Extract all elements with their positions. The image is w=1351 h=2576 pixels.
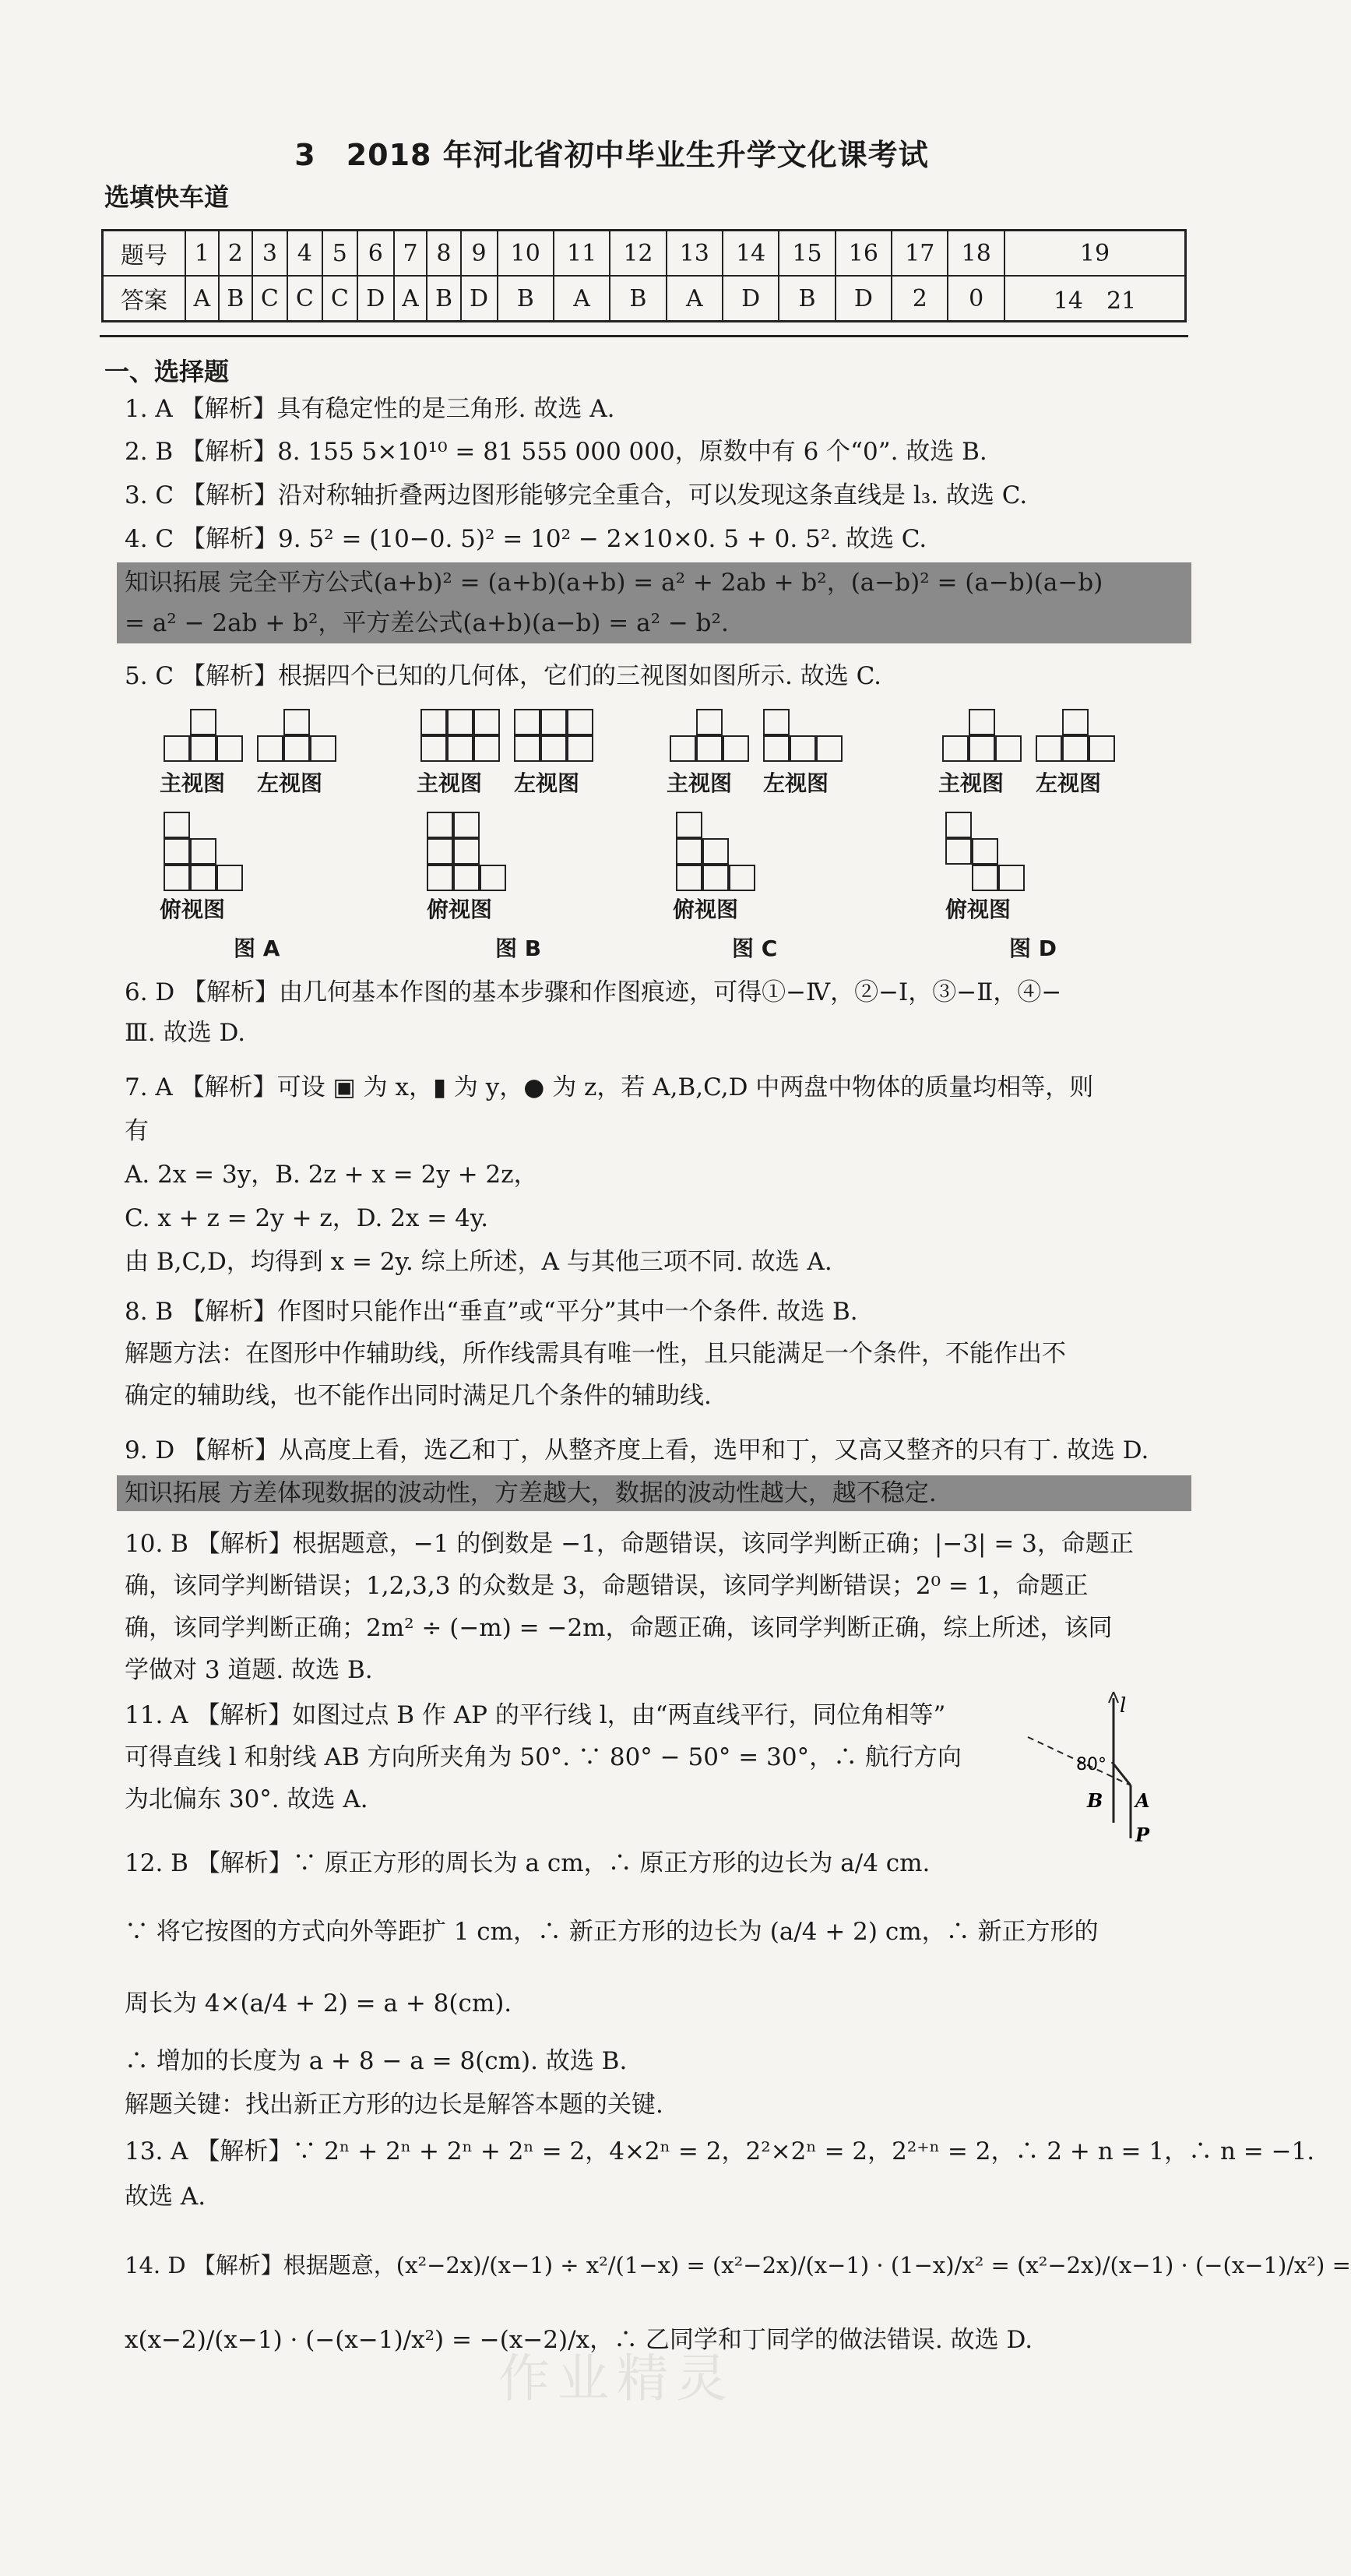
cell-num: 1: [185, 231, 219, 277]
cell-num: 8: [427, 231, 460, 277]
cell-answer: 0: [948, 276, 1004, 322]
cell-answer: D: [836, 276, 892, 322]
cell-num: 5: [322, 231, 357, 277]
answer-7-d: C. x + z = 2y + z，D. 2x = 4y.: [125, 1204, 489, 1232]
figure-11-diagram: [1020, 1690, 1160, 1846]
fig11-angle: 80°: [1076, 1755, 1106, 1774]
answer-6-b: Ⅲ. 故选 D.: [125, 1019, 246, 1047]
cell-num: 3: [252, 231, 287, 277]
answer-7-e: 由 B,C,D，均得到 x = 2y. 综上所述，A 与其他三项不同. 故选 A.: [125, 1248, 832, 1276]
answer-12-b: ∵ 将它按图的方式向外等距扩 1 cm，∴ 新正方形的边长为 (a/4 + 2) cm，∴ 新正方形的: [125, 1918, 1099, 1946]
answer-14-b: x(x−2)/(x−1) · (−(x−1)/x²) = −(x−2)/x，∴ 乙同学和丁同学的做法错误. 故选 D.: [125, 2326, 1033, 2354]
cell-num: 14: [723, 231, 779, 277]
cell-num: 6: [357, 231, 394, 277]
knowledge-1-line-a: 知识拓展 完全平方公式(a+b)² = (a+b)(a+b) = a² + 2ab + b²，(a−b)² = (a−b)(a−b): [125, 569, 1103, 597]
quick-label: 选填快车道: [104, 182, 230, 212]
watermark: 作业精灵: [498, 2349, 735, 2409]
answer-8-a: 8. B 【解析】作图时只能作出“垂直”或“平分”其中一个条件. 故选 B.: [125, 1298, 858, 1326]
answer-7-b: 有: [125, 1117, 149, 1145]
cell-answer: C: [287, 276, 322, 322]
cell-answer: B: [498, 276, 554, 322]
answer-13-a: 13. A 【解析】∵ 2ⁿ + 2ⁿ + 2ⁿ + 2ⁿ = 2，4×2ⁿ = 2，2²×2ⁿ = 2，2²⁺ⁿ = 2，∴ 2 + n = 1，∴ n = −1.: [125, 2137, 1315, 2165]
page-title: 3 2018 年河北省初中毕业生升学文化课考试: [294, 138, 929, 172]
cell-num: 4: [287, 231, 322, 277]
answer-12-d: ∴ 增加的长度为 a + 8 − a = 8(cm). 故选 B.: [125, 2047, 628, 2075]
fig-d-caption: 图 D: [1009, 936, 1057, 961]
cell-answer: B: [779, 276, 835, 322]
fig-b-front-label: 主视图: [417, 770, 483, 796]
answer-9: 9. D 【解析】从高度上看，选乙和丁，从整齐度上看，选甲和丁，又高又整齐的只有丁. 故选 D.: [125, 1436, 1149, 1464]
fig-b-left-label: 左视图: [514, 770, 580, 796]
cell-answer: D: [357, 276, 394, 322]
answer-8-c: 确定的辅助线，也不能作出同时满足几个条件的辅助线.: [125, 1382, 712, 1410]
row-head-numbers: 题号: [103, 231, 186, 277]
answer-table: [101, 229, 1187, 322]
fig11-label-l: l: [1120, 1694, 1127, 1718]
answer-12-e: 解题关键：找出新正方形的边长是解答本题的关键.: [125, 2091, 663, 2119]
cell-num: 2: [219, 231, 252, 277]
fig-c-top-label: 俯视图: [673, 897, 739, 922]
answer-7-c: A. 2x = 3y，B. 2z + x = 2y + 2z，: [125, 1161, 538, 1189]
cell-num: 12: [610, 231, 666, 277]
answer-3: 3. C 【解析】沿对称轴折叠两边图形能够完全重合，可以发现这条直线是 l₃. 故选 C.: [125, 481, 1028, 509]
answer-11-c: 为北偏东 30°. 故选 A.: [125, 1785, 368, 1813]
answer-13-b: 故选 A.: [125, 2183, 206, 2211]
answer-11-b: 可得直线 l 和射线 AB 方向所夹角为 50°. ∵ 80° − 50° = 30°，∴ 航行方向: [125, 1743, 962, 1771]
fig-c-left-label: 左视图: [763, 770, 829, 796]
answer-6-a: 6. D 【解析】由几何基本作图的基本步骤和作图痕迹，可得①−Ⅳ，②−Ⅰ，③−Ⅱ，④−: [125, 978, 1062, 1006]
fig-c-front-label: 主视图: [667, 770, 733, 796]
answer-4: 4. C 【解析】9. 5² = (10−0. 5)² = 10² − 2×10×0. 5 + 0. 5². 故选 C.: [125, 525, 927, 553]
cell-answer: A: [185, 276, 219, 322]
cell-answer: B: [427, 276, 460, 322]
cell-answer: B: [219, 276, 252, 322]
cell-answer: D: [723, 276, 779, 322]
fig-a-top-label: 俯视图: [160, 897, 226, 922]
fig11-label-p: P: [1135, 1824, 1150, 1846]
cell-answer: 14 21: [1004, 276, 1186, 322]
fig-d-left-label: 左视图: [1036, 770, 1102, 796]
knowledge-1-line-b: = a² − 2ab + b²，平方差公式(a+b)(a−b) = a² − b².: [125, 609, 729, 637]
cell-answer: D: [461, 276, 498, 322]
answer-12-a: 12. B 【解析】∵ 原正方形的周长为 a cm，∴ 原正方形的边长为 a/4 cm.: [125, 1849, 931, 1877]
answer-14-a: 14. D 【解析】根据题意，(x²−2x)/(x−1) ÷ x²/(1−x) = (x²−2x)/(x−1) · (1−x)/x² = (x²−2x)/(x−1) · (−(x−1)/x²) =: [125, 2252, 1351, 2278]
answer-5: 5. C 【解析】根据四个已知的几何体，它们的三视图如图所示. 故选 C.: [125, 662, 882, 690]
cell-num: 17: [892, 231, 948, 277]
cell-answer: A: [667, 276, 723, 322]
answer-12-c: 周长为 4×(a/4 + 2) = a + 8(cm).: [125, 1989, 512, 2017]
cell-num: 11: [554, 231, 610, 277]
table-row-numbers: [103, 231, 1186, 277]
fig-b-top-label: 俯视图: [427, 897, 493, 922]
section-heading: 一、选择题: [104, 357, 230, 386]
cell-num: 15: [779, 231, 835, 277]
cell-answer: 2: [892, 276, 948, 322]
fig11-label-b: B: [1087, 1789, 1103, 1812]
answer-10-a: 10. B 【解析】根据题意，−1 的倒数是 −1，命题错误，该同学判断正确；|−3| = 3，命题正: [125, 1530, 1134, 1558]
fig-d-front-label: 主视图: [938, 770, 1004, 796]
fig11-label-a: A: [1135, 1789, 1150, 1812]
cell-num: 18: [948, 231, 1004, 277]
cell-num: 19: [1004, 231, 1186, 277]
answer-10-c: 确，该同学判断正确；2m² ÷ (−m) = −2m，命题正确，该同学判断正确，综上所述，该同: [125, 1614, 1113, 1642]
row-head-answers: 答案: [103, 276, 186, 322]
knowledge-2: 知识拓展 方差体现数据的波动性，方差越大，数据的波动性越大，越不稳定.: [125, 1479, 937, 1507]
divider: [100, 335, 1188, 337]
cell-num: 16: [836, 231, 892, 277]
answer-1: 1. A 【解析】具有稳定性的是三角形. 故选 A.: [125, 395, 615, 423]
cell-answer: A: [554, 276, 610, 322]
fig-a-caption: 图 A: [234, 936, 280, 961]
cell-num: 10: [498, 231, 554, 277]
fig-c-caption: 图 C: [732, 936, 778, 961]
answer-10-d: 学做对 3 道题. 故选 B.: [125, 1656, 373, 1684]
fig-b-caption: 图 B: [495, 936, 542, 961]
cell-answer: C: [322, 276, 357, 322]
answer-10-b: 确，该同学判断错误；1,2,3,3 的众数是 3，命题错误，该同学判断错误；2⁰ = 1，命题正: [125, 1572, 1089, 1600]
cell-answer: A: [394, 276, 427, 322]
table-row-answers: [103, 276, 1186, 322]
cell-num: 9: [461, 231, 498, 277]
cell-num: 7: [394, 231, 427, 277]
fig-d-top-label: 俯视图: [945, 897, 1011, 922]
fig-a-front-label: 主视图: [160, 770, 226, 796]
answer-7-a: 7. A 【解析】可设 ▣ 为 x，▮ 为 y，● 为 z，若 A,B,C,D 中两盘中物体的质量均相等，则: [125, 1073, 1094, 1101]
answer-8-b: 解题方法：在图形中作辅助线，所作线需具有唯一性，且只能满足一个条件，不能作出不: [125, 1340, 1066, 1368]
fig-a-left-label: 左视图: [257, 770, 323, 796]
cell-answer: C: [252, 276, 287, 322]
cell-answer: B: [610, 276, 666, 322]
cell-num: 13: [667, 231, 723, 277]
answer-2: 2. B 【解析】8. 155 5×10¹⁰ = 81 555 000 000，原数中有 6 个“0”. 故选 B.: [125, 438, 987, 466]
answer-11-a: 11. A 【解析】如图过点 B 作 AP 的平行线 l，由“两直线平行，同位角相等”: [125, 1701, 946, 1729]
